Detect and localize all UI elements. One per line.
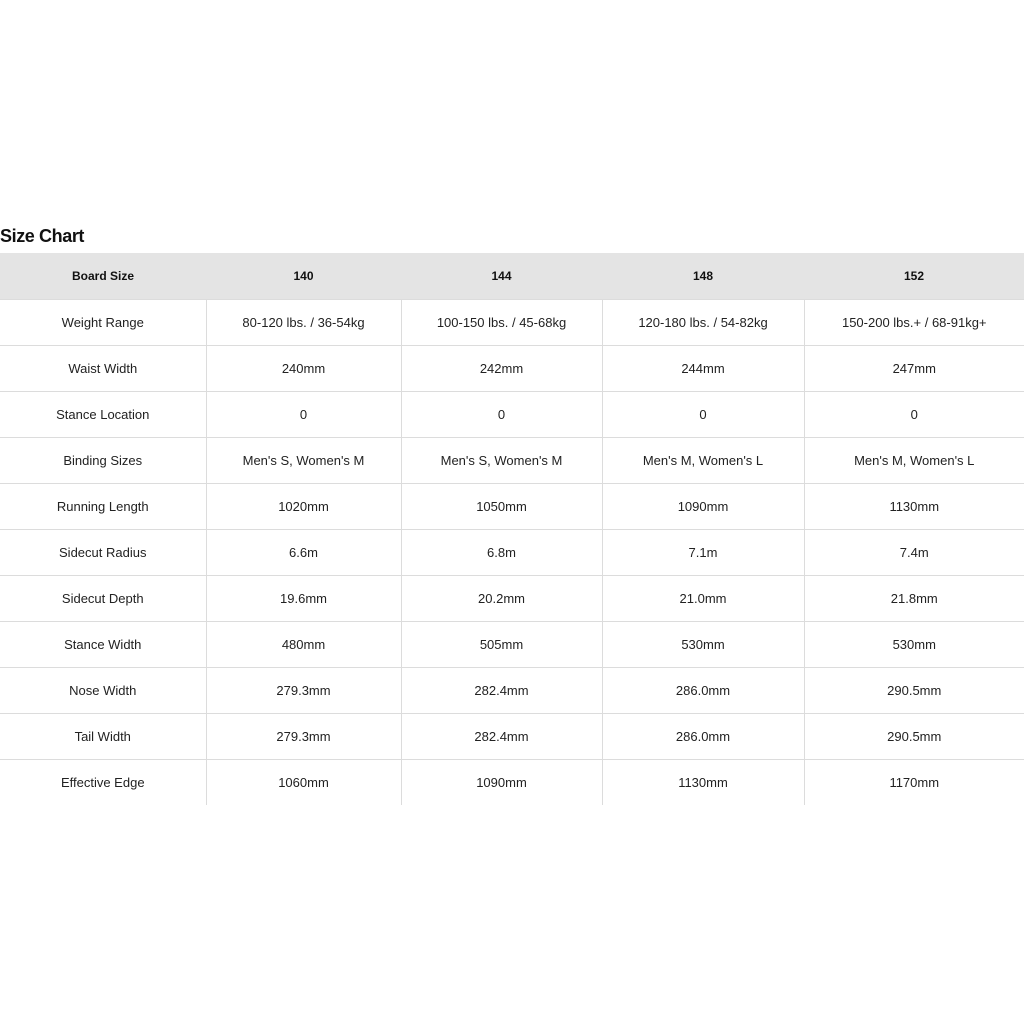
row-label: Stance Location <box>0 391 206 437</box>
table-cell: 286.0mm <box>602 667 804 713</box>
table-header-row <box>0 253 1024 299</box>
header-cell-size: 140 <box>293 268 314 283</box>
table-row <box>0 713 1024 759</box>
page-title: Size Chart <box>0 226 85 246</box>
table-cell: 480mm <box>206 621 401 667</box>
table-cell: 247mm <box>804 345 1024 391</box>
table-cell: 150-200 lbs.+ / 68-91kg+ <box>804 299 1024 345</box>
table-cell: 0 <box>804 391 1024 437</box>
table-cell: 6.8m <box>401 529 602 575</box>
table-cell: 240mm <box>206 345 401 391</box>
table-cell: 1170mm <box>804 759 1024 805</box>
table-cell: 80-120 lbs. / 36-54kg <box>206 299 401 345</box>
row-label: Binding Sizes <box>0 437 206 483</box>
table-cell: 282.4mm <box>401 713 602 759</box>
table-cell: 21.8mm <box>804 575 1024 621</box>
table-cell: Men's M, Women's L <box>804 437 1024 483</box>
row-label: Stance Width <box>0 621 206 667</box>
table-cell: 19.6mm <box>206 575 401 621</box>
table-cell: 7.4m <box>804 529 1024 575</box>
row-label: Sidecut Radius <box>0 529 206 575</box>
table-cell: Men's S, Women's M <box>401 437 602 483</box>
table-cell: 290.5mm <box>804 667 1024 713</box>
table-cell: 0 <box>602 391 804 437</box>
table-cell: 242mm <box>401 345 602 391</box>
table-cell: 6.6m <box>206 529 401 575</box>
table-row <box>0 391 1024 437</box>
row-label: Tail Width <box>0 713 206 759</box>
table-cell: 290.5mm <box>804 713 1024 759</box>
row-label: Effective Edge <box>0 759 206 805</box>
table-row <box>0 667 1024 713</box>
table-cell: 1050mm <box>401 483 602 529</box>
table-row <box>0 345 1024 391</box>
table-row <box>0 299 1024 345</box>
table-cell: 1090mm <box>401 759 602 805</box>
table-cell: 21.0mm <box>602 575 804 621</box>
header-cell-board-size: Board Size <box>71 268 134 283</box>
table-cell: 244mm <box>602 345 804 391</box>
table-cell: 1130mm <box>602 759 804 805</box>
table-cell: 1130mm <box>804 483 1024 529</box>
table-cell: 0 <box>401 391 602 437</box>
size-chart-table <box>0 253 1024 805</box>
table-cell: 279.3mm <box>206 667 401 713</box>
table-cell: 282.4mm <box>401 667 602 713</box>
table-cell: 1090mm <box>602 483 804 529</box>
table-cell: 530mm <box>804 621 1024 667</box>
table-cell: 279.3mm <box>206 713 401 759</box>
row-label: Nose Width <box>0 667 206 713</box>
table-cell: 1060mm <box>206 759 401 805</box>
table-row <box>0 437 1024 483</box>
table-cell: 0 <box>206 391 401 437</box>
header-cell-size: 152 <box>903 268 925 283</box>
table-cell: 7.1m <box>602 529 804 575</box>
table-cell: 1020mm <box>206 483 401 529</box>
row-label: Sidecut Depth <box>0 575 206 621</box>
table-cell: 20.2mm <box>401 575 602 621</box>
row-label: Weight Range <box>0 299 206 345</box>
table-cell: Men's M, Women's L <box>602 437 804 483</box>
table-row <box>0 621 1024 667</box>
table-cell: 286.0mm <box>602 713 804 759</box>
table-cell: 530mm <box>602 621 804 667</box>
table-cell: 120-180 lbs. / 54-82kg <box>602 299 804 345</box>
table-row <box>0 483 1024 529</box>
row-label: Running Length <box>0 483 206 529</box>
table-cell: Men's S, Women's M <box>206 437 401 483</box>
table-cell: 505mm <box>401 621 602 667</box>
row-label: Waist Width <box>0 345 206 391</box>
table-row <box>0 759 1024 805</box>
table-row <box>0 529 1024 575</box>
header-cell-size: 144 <box>491 268 512 283</box>
table-cell: 100-150 lbs. / 45-68kg <box>401 299 602 345</box>
header-cell-size: 148 <box>692 268 714 283</box>
table-row <box>0 575 1024 621</box>
